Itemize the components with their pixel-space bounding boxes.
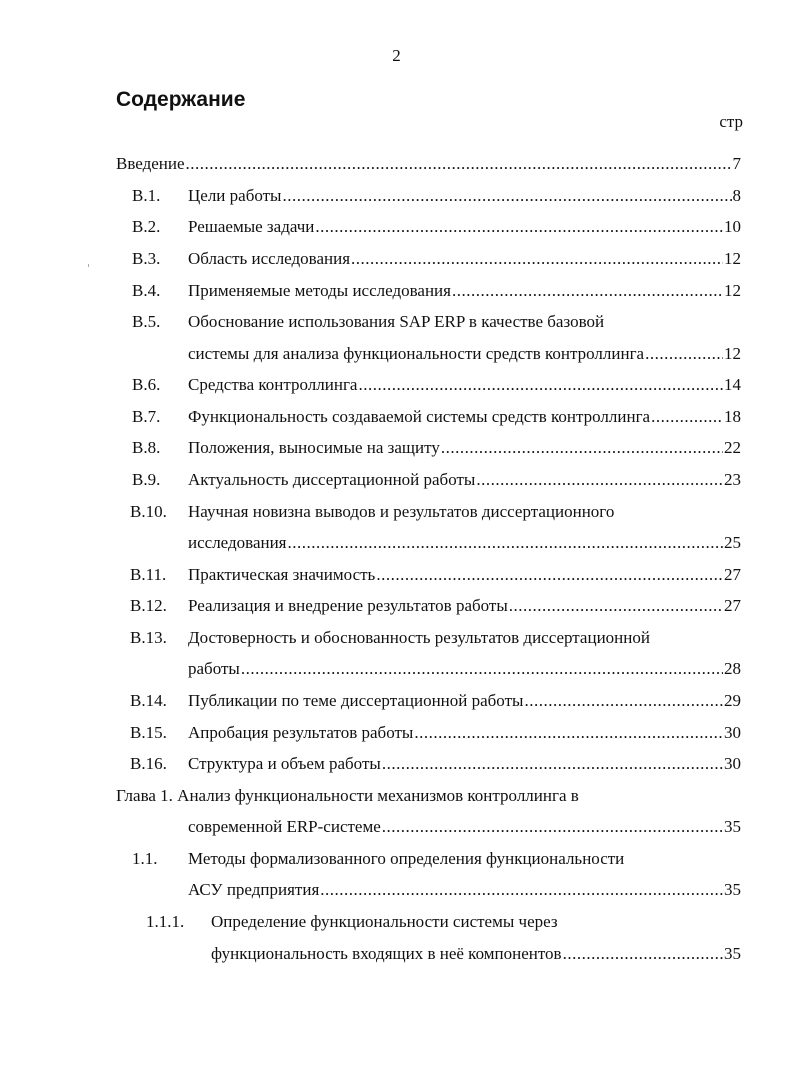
toc-entry-page: 7 xyxy=(732,154,741,173)
toc-entry-title: Функциональность создаваемой системы средств контроллинга xyxy=(188,407,651,426)
toc-entry-page: 29 xyxy=(724,691,741,710)
toc-entry-chapter-1[interactable] xyxy=(188,815,741,839)
toc-entry-number: В.3. xyxy=(132,249,161,268)
toc-entry-title: Введение xyxy=(116,154,185,173)
toc-entry-b11[interactable] xyxy=(188,563,741,587)
leader-dots xyxy=(288,531,723,555)
toc-entry-b16[interactable] xyxy=(188,752,741,776)
toc-entry-page: 27 xyxy=(724,565,741,584)
toc-entry-page: 10 xyxy=(724,217,741,236)
toc-entry-page: 22 xyxy=(724,438,741,457)
toc-entry-title: Средства контроллинга xyxy=(188,375,358,394)
toc-entry-number: В.10. xyxy=(130,502,167,521)
toc-entry-title: АСУ предприятия xyxy=(188,880,320,899)
toc-entry-title: Положения, выносимые на защиту xyxy=(188,438,440,457)
leader-dots xyxy=(509,594,723,618)
toc-entry-title: Практическая значимость xyxy=(188,565,376,584)
toc-entry-title: Цели работы xyxy=(188,186,282,205)
leader-dots xyxy=(414,721,723,745)
leader-dots xyxy=(376,563,723,587)
toc-entry-title-line: Достоверность и обоснованность результатов диссертационной xyxy=(188,628,650,647)
toc-entry-title: работы xyxy=(188,659,240,678)
leader-dots xyxy=(351,247,723,271)
toc-entry-b7[interactable] xyxy=(188,405,741,429)
toc-entry-number: 1.1.1. xyxy=(146,912,185,931)
toc-entry-page: 28 xyxy=(724,659,741,678)
leader-dots xyxy=(241,657,723,681)
toc-entry-page: 35 xyxy=(724,817,741,836)
toc-entry-number: В.4. xyxy=(132,281,161,300)
leader-dots xyxy=(651,405,723,429)
page-column-label: стр xyxy=(719,112,743,131)
toc-entry-number: В.11. xyxy=(130,565,167,584)
toc-entry-title: функциональность входящих в неё компонентов xyxy=(211,944,562,963)
toc-entry-number: В.9. xyxy=(132,470,161,489)
toc-entry-number: В.6. xyxy=(132,375,161,394)
toc-entry-intro[interactable] xyxy=(116,152,741,176)
toc-entry-title: Структура и объем работы xyxy=(188,754,381,773)
toc-entry-title: Актуальность диссертационной работы xyxy=(188,470,476,489)
toc-entry-title: Применяемые методы исследования xyxy=(188,281,451,300)
toc-entry-1-1-1[interactable] xyxy=(211,942,741,966)
toc-entry-title-line: Научная новизна выводов и результатов диссертационного xyxy=(188,502,615,521)
toc-entry-b13[interactable] xyxy=(188,657,741,681)
toc-entry-page: 12 xyxy=(724,281,741,300)
toc-entry-page: 30 xyxy=(724,754,741,773)
toc-entry-title: Область исследования xyxy=(188,249,351,268)
toc-entry-b12[interactable] xyxy=(188,594,741,618)
toc-entry-number: В.15. xyxy=(130,723,167,742)
toc-entry-b2[interactable] xyxy=(188,215,741,239)
leader-dots xyxy=(524,689,723,713)
toc-entry-number: В.13. xyxy=(130,628,167,647)
toc-entry-b5[interactable] xyxy=(188,342,741,366)
toc-entry-b6[interactable] xyxy=(188,373,741,397)
toc-entry-title: Решаемые задачи xyxy=(188,217,315,236)
toc-entry-b3[interactable] xyxy=(188,247,741,271)
toc-entry-number: В.12. xyxy=(130,596,167,615)
toc-entry-title: исследования xyxy=(188,533,287,552)
leader-dots xyxy=(476,468,723,492)
toc-entry-page: 23 xyxy=(724,470,741,489)
toc-entry-page: 35 xyxy=(724,880,741,899)
leader-dots xyxy=(315,215,723,239)
toc-entry-title-line: Методы формализованного определения функциональности xyxy=(188,849,625,868)
toc-entry-page: 18 xyxy=(724,407,741,426)
toc-entry-b9[interactable] xyxy=(188,468,741,492)
toc-entry-number: В.1. xyxy=(132,186,161,205)
toc-entry-b1[interactable] xyxy=(188,184,741,208)
leader-dots xyxy=(563,942,723,966)
toc-entry-page: 35 xyxy=(724,944,741,963)
toc-entry-page: 12 xyxy=(724,344,741,363)
toc-entry-page: 27 xyxy=(724,596,741,615)
toc-entry-title: Реализация и внедрение результатов работы xyxy=(188,596,508,615)
toc-entry-page: 25 xyxy=(724,533,741,552)
leader-dots xyxy=(320,878,723,902)
toc-entry-title-line: Обоснование использования SAP ERP в качестве базовой xyxy=(188,312,605,331)
leader-dots xyxy=(382,752,723,776)
toc-entry-page: 14 xyxy=(724,375,741,394)
toc-entry-title-line: Определение функциональности системы через xyxy=(211,912,558,931)
toc-entry-title: Апробация результатов работы xyxy=(188,723,414,742)
toc-entry-b8[interactable] xyxy=(188,436,741,460)
toc-entry-1-1[interactable] xyxy=(188,878,741,902)
toc-entry-b10[interactable] xyxy=(188,531,741,555)
toc-entry-number: В.16. xyxy=(130,754,167,773)
toc-entry-b15[interactable] xyxy=(188,721,741,745)
toc-entry-b4[interactable] xyxy=(188,279,741,303)
toc-entry-title-line: Глава 1. Анализ функциональности механизмов контроллинга в xyxy=(116,786,579,805)
toc-entry-b14[interactable] xyxy=(188,689,741,713)
toc-entry-number: В.7. xyxy=(132,407,161,426)
toc-entry-title: системы для анализа функциональности средств контроллинга xyxy=(188,344,645,363)
toc-entry-title: Публикации по теме диссертационной работы xyxy=(188,691,524,710)
toc-entry-number: В.5. xyxy=(132,312,161,331)
leader-dots xyxy=(382,815,723,839)
leader-dots xyxy=(186,152,732,176)
toc-entry-number: В.14. xyxy=(130,691,167,710)
toc-entry-page: 8 xyxy=(732,186,741,205)
leader-dots xyxy=(452,279,723,303)
toc-entry-page: 30 xyxy=(724,723,741,742)
leader-dots xyxy=(358,373,723,397)
toc-entry-number: В.2. xyxy=(132,217,161,236)
toc-entry-page: 12 xyxy=(724,249,741,268)
leader-dots xyxy=(282,184,731,208)
leader-dots xyxy=(645,342,723,366)
toc-entry-title: современной ERP-системе xyxy=(188,817,381,836)
toc-entry-number: В.8. xyxy=(132,438,161,457)
page-number: 2 xyxy=(392,46,401,65)
toc-entry-number: 1.1. xyxy=(132,849,158,868)
page-title: Содержание xyxy=(116,88,246,111)
leader-dots xyxy=(441,436,723,460)
